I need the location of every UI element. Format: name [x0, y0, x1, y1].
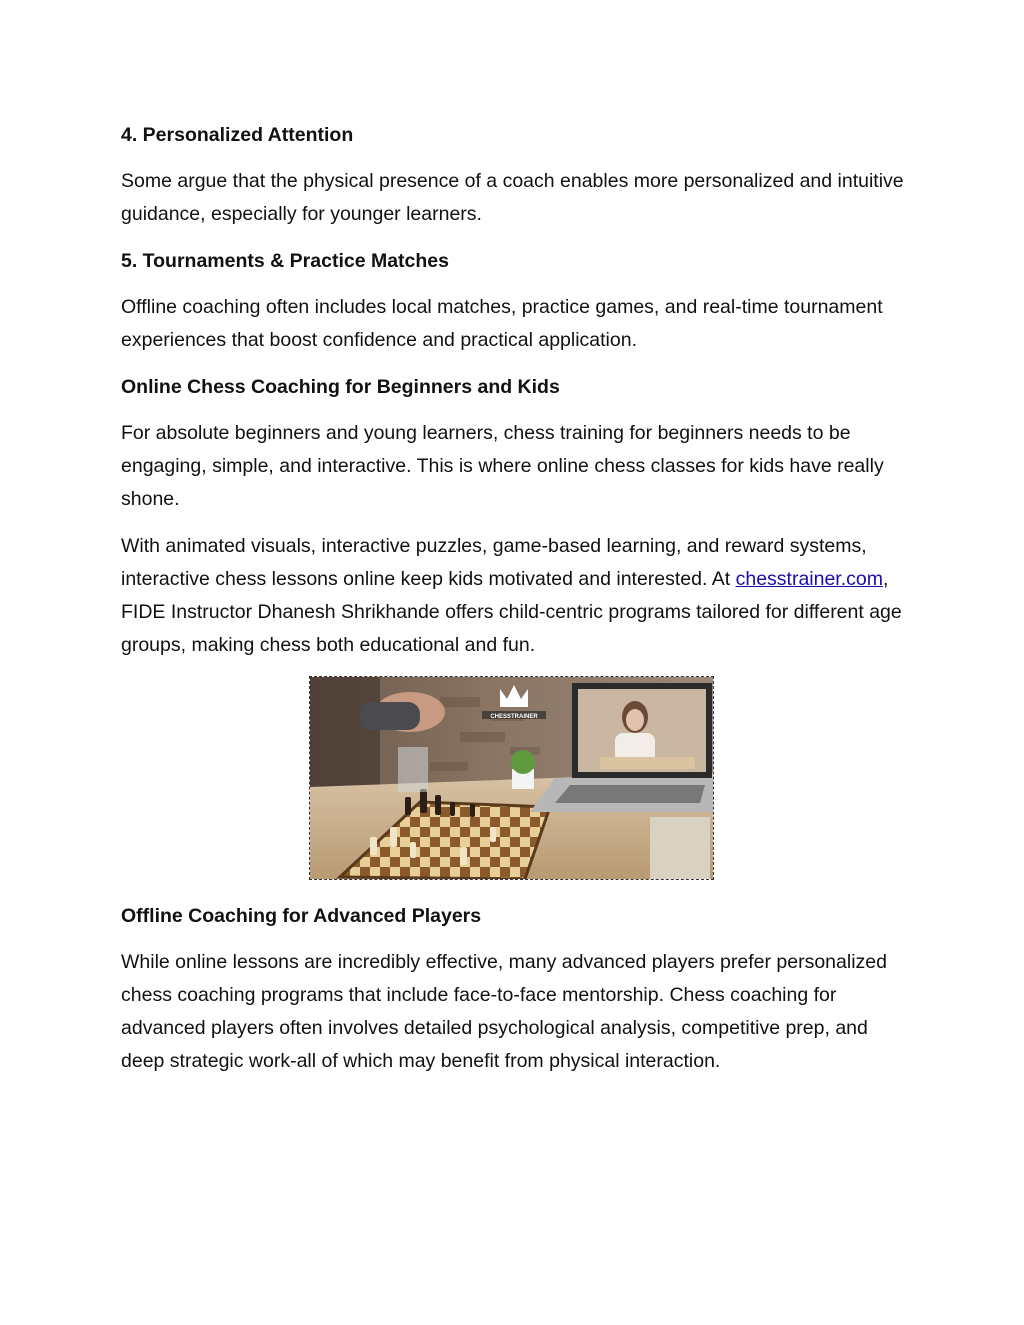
- chess-lesson-photo: [309, 676, 714, 880]
- heading-tournaments: 5. Tournaments & Practice Matches: [121, 250, 449, 272]
- heading-offline-coaching: Offline Coaching for Advanced Players: [121, 905, 482, 927]
- document-content: [121, 119, 911, 1092]
- logo-text: CHESSTRAINER: [490, 714, 538, 720]
- paragraph-personalized-attention: Some argue that the physical presence of a coach enables more personalized and intuitive guidance, especially for younger learners.: [121, 170, 904, 225]
- paragraph-online-coaching-1: For absolute beginners and young learners, chess training for beginners needs to be engaging, simple, and interactive. This is where online chess classes for kids have really shone.: [121, 422, 884, 510]
- paragraph-online-2-part-a: With animated visuals, interactive puzzles, game-based learning, and reward systems, interactive chess lessons online keep kids motivated and interested. At: [121, 535, 867, 590]
- paragraph-tournaments: Offline coaching often includes local matches, practice games, and real-time tournament experiences that boost confidence and practical application.: [121, 296, 883, 351]
- heading-personalized-attention: 4. Personalized Attention: [121, 124, 354, 146]
- chess-photo-icon: [310, 677, 713, 879]
- paragraph-online-coaching-2: [121, 530, 911, 662]
- paragraph-offline-coaching: While online lessons are incredibly effective, many advanced players prefer personalized chess coaching programs that include face-to-face mentorship. Chess coaching for advanced players often involves detailed psychological analysis, competitive prep, and deep strategic work-all of which may benefit from physical interaction.: [121, 951, 887, 1072]
- chesstrainer-link[interactable]: chesstrainer.com: [735, 568, 883, 590]
- heading-online-coaching: Online Chess Coaching for Beginners and Kids: [121, 376, 560, 398]
- paragraph-online-2-part-b: , FIDE Instructor Dhanesh Shrikhande offers child-centric programs tailored for different age groups, making chess both educational and fun.: [121, 568, 902, 656]
